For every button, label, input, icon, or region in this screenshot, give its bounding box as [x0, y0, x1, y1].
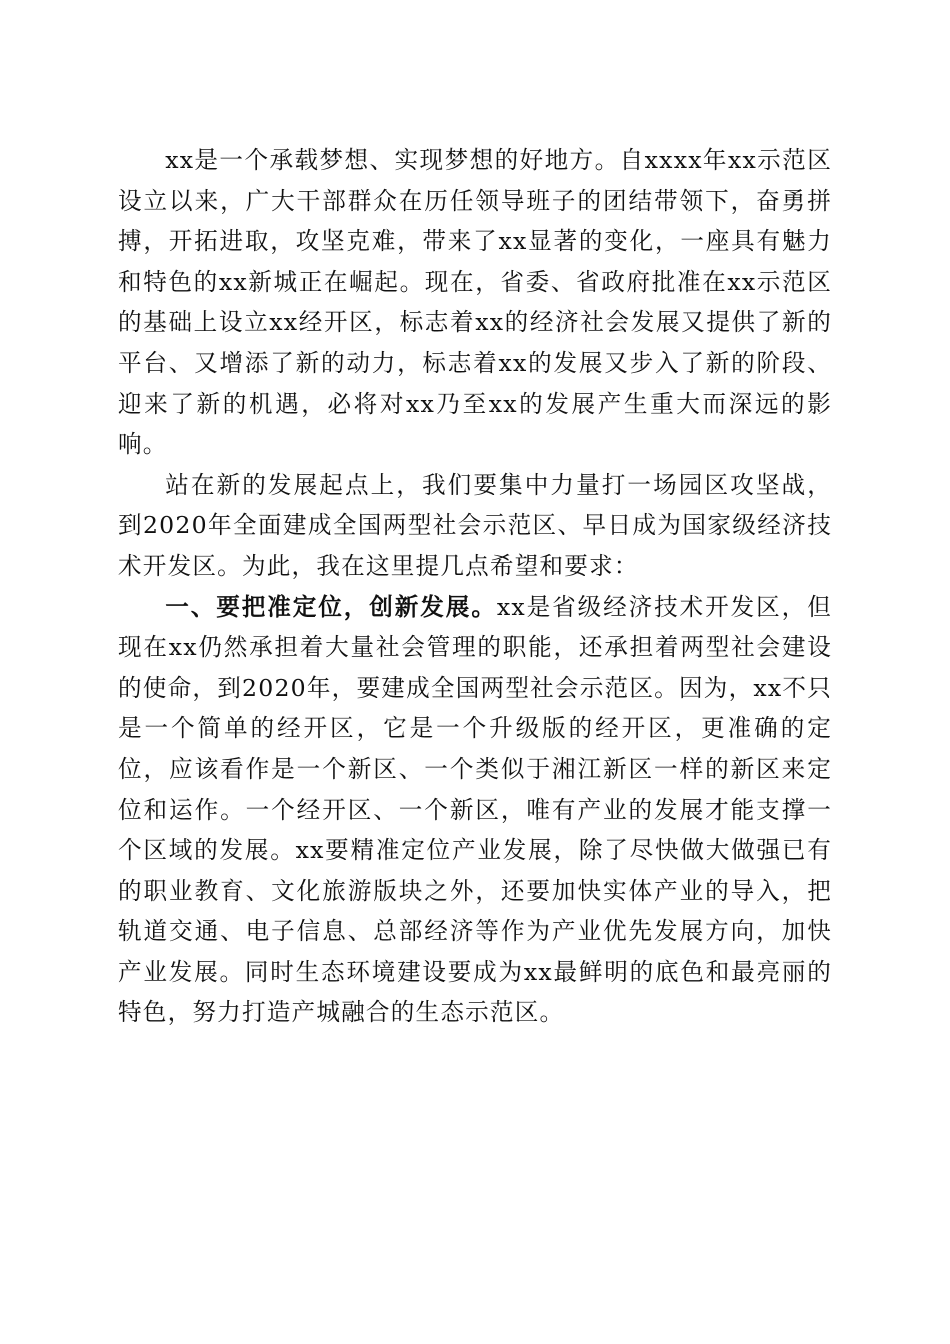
document-body: [118, 140, 832, 1033]
paragraph-text: 站在新的发展起点上，我们要集中力量打一场园区攻坚战，到2020年全面建成全国两型社会示范区、早日成为国家级经济技术开发区。为此，我在这里提几点希望和要求：: [118, 470, 832, 580]
paragraph-text: xx是一个承载梦想、实现梦想的好地方。自xxxx年xx示范区设立以来，广大干部群众在历任领导班子的团结带领下，奋勇拼搏，开拓进取，攻坚克难，带来了xx显著的变化，一座具有魅力和特色的xx新城正在崛起。现在，省委、省政府批准在xx示范区的基础上设立xx经开区，标志着xx的经济社会发展又提供了新的平台、又增添了新的动力，标志着xx的发展又步入了新的阶段、迎来了新的机遇，必将对xx乃至xx的发展产生重大而深远的影响。: [118, 146, 832, 459]
paragraph-goal: [118, 465, 832, 587]
paragraph-intro: [118, 140, 832, 465]
paragraph-point-one: [118, 587, 832, 1034]
paragraph-heading: 一、要把准定位，创新发展。: [165, 592, 497, 621]
paragraph-text: xx是省级经济技术开发区，但现在xx仍然承担着大量社会管理的职能，还承担着两型社会建设的使命，到2020年，要建成全国两型社会示范区。因为，xx不只是一个简单的经开区，它是一个升级版的经开区，更准确的定位，应该看作是一个新区、一个类似于湘江新区一样的新区来定位和运作。一个经开区、一个新区，唯有产业的发展才能支撑一个区域的发展。xx要精准定位产业发展，除了尽快做大做强已有的职业教育、文化旅游版块之外，还要加快实体产业的导入，把轨道交通、电子信息、总部经济等作为产业优先发展方向，加快产业发展。同时生态环境建设要成为xx最鲜明的底色和最亮丽的特色，努力打造产城融合的生态示范区。: [118, 592, 832, 1027]
